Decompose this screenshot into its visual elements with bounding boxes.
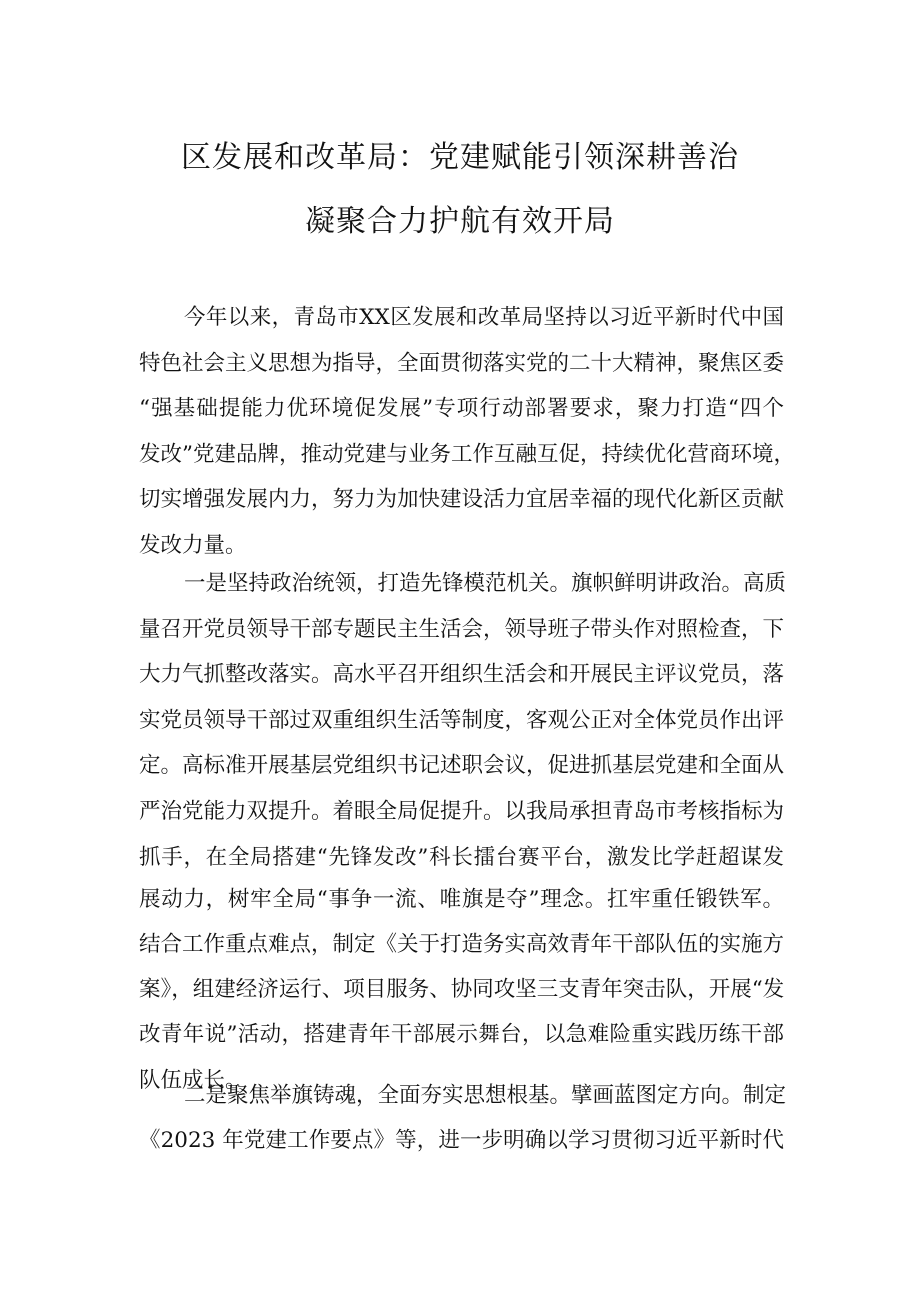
text-line: 案》，组建经济运行、项目服务、协同攻坚三支青年突击队，开展“发 bbox=[139, 977, 785, 1002]
text-line: 切实增强发展内力，努力为加快建设活力宜居幸福的现代化新区贡献 bbox=[139, 487, 785, 512]
text-line: “强基础提能力优环境促发展”专项行动部署要求，聚力打造“四个 bbox=[139, 396, 784, 421]
text-line: 发改力量。 bbox=[139, 533, 247, 558]
text-line: 发改”党建品牌，推动党建与业务工作互融互促，持续优化营商环境， bbox=[139, 442, 795, 467]
title-line-1: 区发展和改革局：党建赋能引领深耕善治 bbox=[181, 140, 739, 175]
text-line: 大力气抓整改落实。高水平召开组织生活会和开展民主评议党员，落 bbox=[139, 662, 785, 687]
text-line: 特色社会主义思想为指导，全面贯彻落实党的二十大精神，聚焦区委 bbox=[139, 351, 785, 376]
text-line: 抓手，在全局搭建“先锋发改”科长擂台赛平台，激发比学赶超谋发 bbox=[139, 845, 784, 870]
text-line: 实党员领导干部过双重组织生活等制度，客观公正对全体党员作出评 bbox=[139, 708, 785, 733]
text-line: 二是聚焦举旗铸魂，全面夯实思想根基。擘画蓝图定方向。制定 bbox=[184, 1083, 787, 1108]
text-line: 定。高标准开展基层党组织书记述职会议，促进抓基层党建和全面从 bbox=[139, 753, 785, 778]
text-line: 量召开党员领导干部专题民主生活会，领导班子带头作对照检查，下 bbox=[139, 617, 785, 642]
text-line: 今年以来，青岛市XX区发展和改革局坚持以习近平新时代中国 bbox=[184, 305, 784, 330]
text-line: 《2023 年党建工作要点》等，进一步明确以学习贯彻习近平新时代 bbox=[139, 1128, 784, 1153]
text-line: 结合工作重点难点，制定《关于打造务实高效青年干部队伍的实施方 bbox=[139, 932, 785, 957]
title-line-2: 凝聚合力护航有效开局 bbox=[305, 204, 615, 239]
text-line: 一是坚持政治统领，打造先锋模范机关。旗帜鲜明讲政治。高质 bbox=[184, 571, 787, 596]
text-line: 改青年说”活动，搭建青年干部展示舞台，以急难险重实践历练干部 bbox=[139, 1022, 784, 1047]
text-line: 展动力，树牢全局“事争一流、唯旗是夺”理念。扛牢重任锻铁军。 bbox=[139, 887, 784, 912]
text-line: 队伍成长。 bbox=[139, 1068, 247, 1093]
text-line: 严治党能力双提升。着眼全局促提升。以我局承担青岛市考核指标为 bbox=[139, 799, 785, 824]
